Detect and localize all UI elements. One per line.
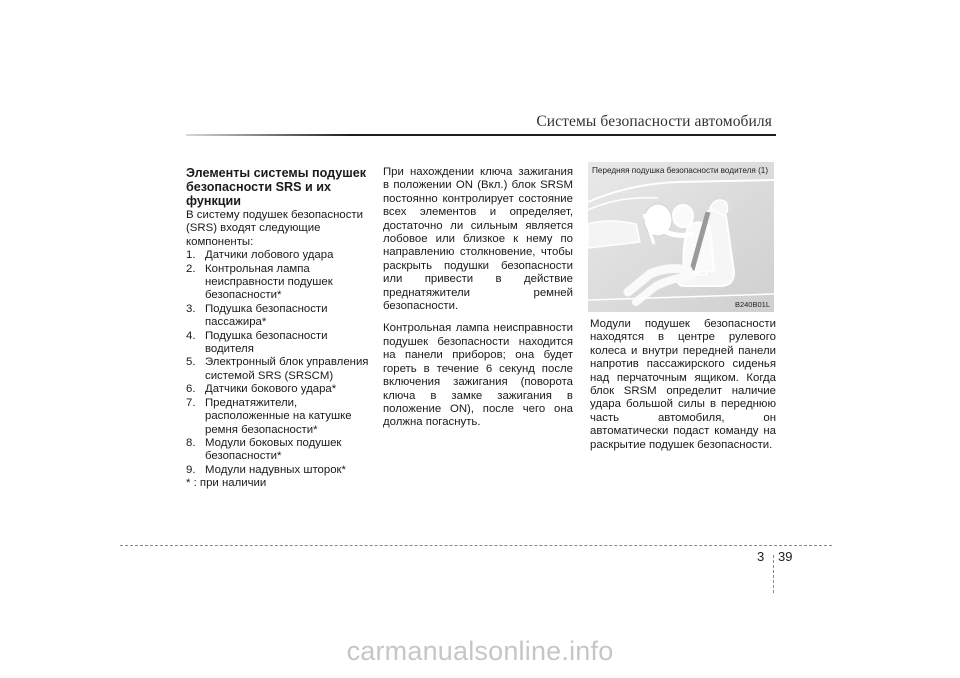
warning-lamp-paragraph: Контрольная лампа неисправности подушек безопасности находится на панели приборов; она будет гореть в течение 6 секунд после включения зажигания (поворота ключа в замке зажигания в положение ON), после чего она должна погаснуть. <box>383 322 573 429</box>
figure-caption: Передняя подушка безопасности водителя (1) <box>592 166 769 175</box>
list-item: 7. Преднатяжители, расположенные на катушке ремня безопасности* <box>186 396 352 436</box>
srsm-paragraph: При нахождении ключа зажигания в положении ON (Вкл.) блок SRSM постоянно контролирует состояние всех элементов и определяет, достаточно ли сильным является лобовое или близкое к нему по направлению столкновение, чтобы раскрыть подушки безопасности или привести в действие преднатяжители ремней безопасности. <box>383 166 573 313</box>
airbag-illustration <box>588 162 774 312</box>
chapter-number: 3 <box>757 549 765 564</box>
list-item: 5. Электронный блок управления системой SRS (SRSCM) <box>186 356 369 382</box>
availability-note: * : при наличии <box>186 477 267 490</box>
column-srsm <box>383 166 573 439</box>
figure-code: B240B01L <box>734 300 770 309</box>
footer-rule <box>120 545 832 546</box>
column-components <box>186 166 376 491</box>
driver-airbag-drawing <box>588 162 774 312</box>
page-number: 39 <box>778 549 793 564</box>
list-item: 6. Датчики бокового удара* <box>186 383 337 396</box>
list-item: 4. Подушка безопасности водителя <box>186 329 328 356</box>
airbag-modules-paragraph: Модули подушек безопасности находятся в центре рулевого колеса и внутри передней панели напротив пассажирского сиденья над перчаточным ящиком. Когда блок SRSM определит наличие удара большой силы в переднюю часть автомобиля, он автоматически подаст команду на раскрытие подушек безопасности. <box>590 318 776 451</box>
list-item: 3. Подушка безопасности пассажира* <box>186 302 328 329</box>
list-item: 2. Контрольная лампа неисправности подушек безопасности* <box>186 262 333 302</box>
components-heading: Элементы системы подушек безопасности SRS и их функции <box>186 166 367 208</box>
watermark: carmanualsonline.info <box>346 636 614 666</box>
components-list <box>186 249 376 477</box>
list-item: 1. Датчики лобового удара <box>186 249 334 262</box>
list-item: 8. Модули боковых подушек безопасности* <box>186 436 342 463</box>
components-intro: В систему подушек безопасности (SRS) входят следующие компоненты: <box>186 209 363 248</box>
header-rule <box>186 134 776 136</box>
list-item: 9. Модули надувных шторок* <box>186 463 346 476</box>
page-divider <box>773 555 774 593</box>
section-title: Системы безопасности автомобиля <box>536 113 772 130</box>
